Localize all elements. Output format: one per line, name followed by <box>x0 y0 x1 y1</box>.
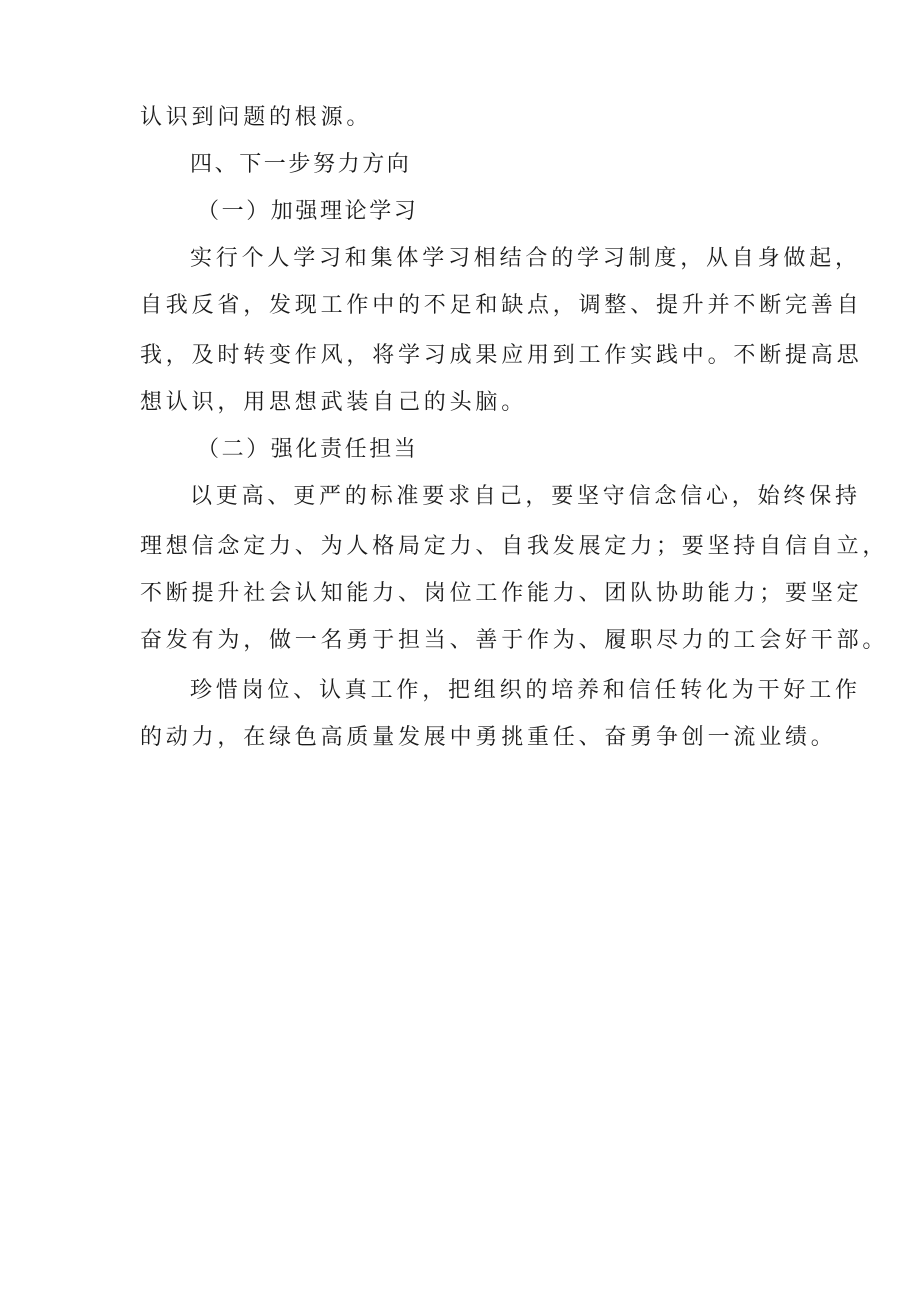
paragraph-line: 以更高、更严的标准要求自己，要坚守信念信心，始终保持 <box>190 484 861 509</box>
subsection-heading: （二）强化责任担当 <box>197 437 419 462</box>
paragraph-line: 实行个人学习和集体学习相结合的学习制度，从自身做起， <box>190 246 861 271</box>
paragraph-line: 想认识，用思想武装自己的头脑。 <box>140 390 528 415</box>
paragraph-line: 奋发有为，做一名勇于担当、善于作为、履职尽力的工会好干部。 <box>140 628 889 653</box>
paragraph-line: 我，及时转变作风，将学习成果应用到工作实践中。不断提高思 <box>140 343 863 368</box>
paragraph-line: 理想信念定力、为人格局定力、自我发展定力；要坚持自信自立， <box>140 534 889 559</box>
section-heading: 四、下一步努力方向 <box>190 152 412 177</box>
paragraph-line: 认识到问题的根源。 <box>140 105 373 130</box>
paragraph-line: 珍惜岗位、认真工作，把组织的培养和信任转化为干好工作 <box>190 678 861 703</box>
paragraph-line: 不断提升社会认知能力、岗位工作能力、团队协助能力；要坚定 <box>140 581 863 606</box>
subsection-heading: （一）加强理论学习 <box>197 199 419 224</box>
paragraph-line: 的动力，在绿色高质量发展中勇挑重任、奋勇争创一流业绩。 <box>140 725 837 750</box>
paragraph-line: 自我反省，发现工作中的不足和缺点，调整、提升并不断完善自 <box>140 293 863 318</box>
